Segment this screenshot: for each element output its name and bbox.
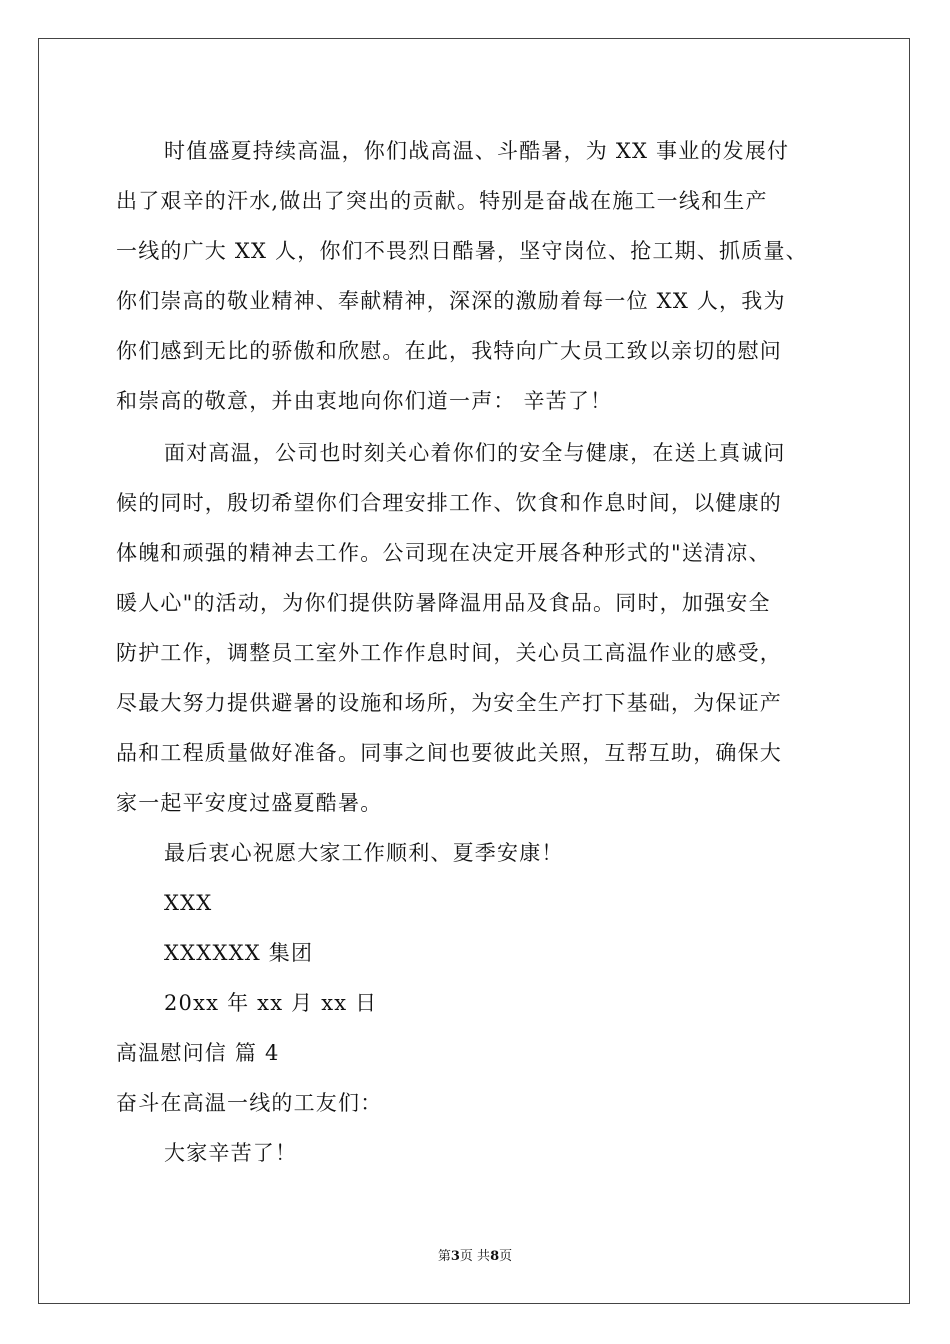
paragraph-line: 暖人心"的活动，为你们提供防暑降温用品及食品。同时，加强安全 [116, 591, 771, 615]
paragraph-line: 防护工作，调整员工室外工作作息时间，关心员工高温作业的感受， [116, 641, 782, 665]
paragraph-line: 时值盛夏持续高温，你们战高温、斗酷暑，为 XX 事业的发展付 [164, 139, 790, 163]
greeting: 大家辛苦了！ [164, 1141, 298, 1165]
signature-name: XXX [164, 891, 213, 915]
paragraph-2 [116, 428, 856, 828]
page-current: 3 [450, 1249, 460, 1264]
paragraph-line: 一线的广大 XX 人，你们不畏烈日酷暑，坚守岗位、抢工期、抓质量、 [116, 239, 808, 263]
closing-wish: 最后衷心祝愿大家工作顺利、夏季安康！ [164, 841, 564, 865]
paragraph-line: 和崇高的敬意，并由衷地向你们道一声： 辛苦了！ [116, 389, 613, 413]
salutation: 奋斗在高温一线的工友们： [116, 1091, 383, 1115]
page-footer [0, 1245, 950, 1264]
paragraph-line: 出了艰辛的汗水,做出了突出的贡献。特别是奋战在施工一线和生产 [116, 189, 768, 213]
paragraph-line: 家一起平安度过盛夏酷暑。 [116, 791, 383, 815]
signature-org: XXXXXX 集团 [164, 941, 314, 965]
paragraph-line: 品和工程质量做好准备。同事之间也要彼此关照，互帮互助，确保大 [116, 741, 782, 765]
paragraph-line: 体魄和顽强的精神去工作。公司现在决定开展各种形式的"送清凉、 [116, 541, 771, 565]
signature-date: 20xx 年 xx 月 xx 日 [164, 991, 378, 1015]
paragraph-line: 你们感到无比的骄傲和欣慰。在此，我特向广大员工致以亲切的慰问 [116, 339, 782, 363]
page-total: 8 [490, 1249, 500, 1264]
section-title: 高温慰问信 篇 4 [116, 1041, 280, 1065]
paragraph-line: 你们崇高的敬业精神、奉献精神，深深的激励着每一位 XX 人，我为 [116, 289, 786, 313]
page-mid: 页 共 [459, 1249, 491, 1264]
paragraph-line: 面对高温，公司也时刻关心着你们的安全与健康，在送上真诚问 [164, 441, 786, 465]
paragraph-1 [116, 126, 856, 426]
page-suffix: 页 [499, 1249, 513, 1264]
paragraph-line: 候的同时，殷切希望你们合理安排工作、饮食和作息时间，以健康的 [116, 491, 782, 515]
document-body [116, 126, 856, 1178]
paragraph-line: 尽最大努力提供避暑的设施和场所，为安全生产打下基础，为保证产 [116, 691, 782, 715]
page-prefix: 第 [437, 1249, 451, 1264]
